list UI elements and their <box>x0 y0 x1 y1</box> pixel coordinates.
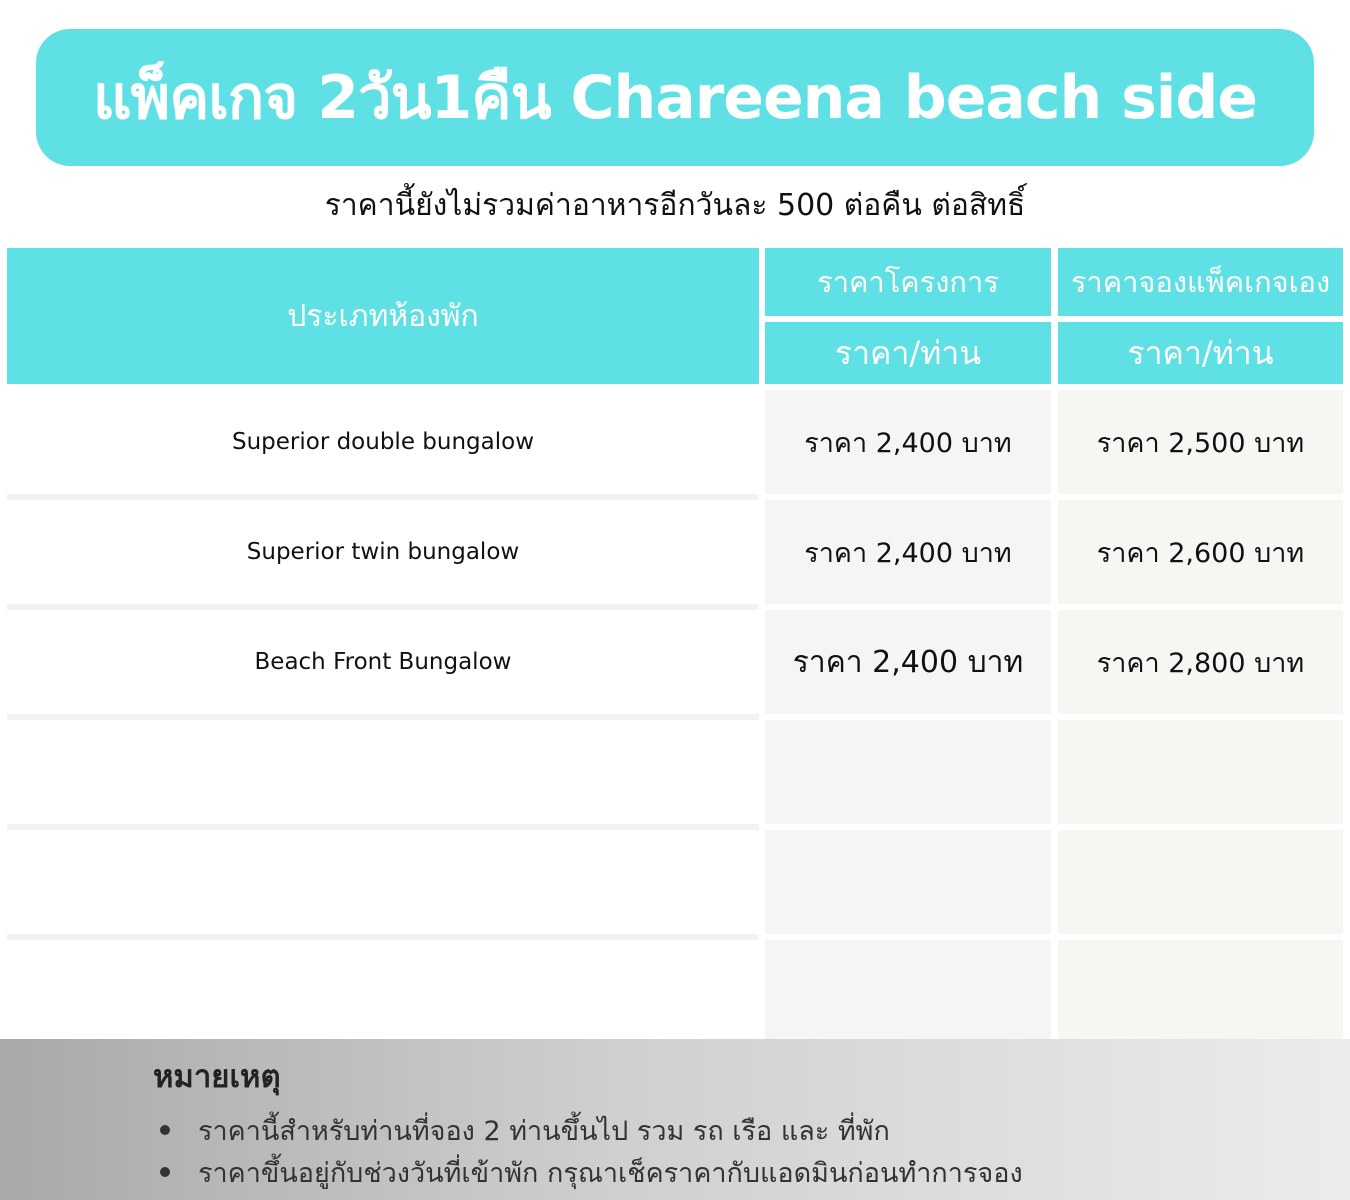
bullet-icon <box>160 1125 170 1135</box>
table-row-self-price: ราคา 2,500 บาท <box>1058 390 1343 494</box>
header-project-price: ราคาโครงการ <box>765 248 1051 316</box>
page-title: แพ็คเกจ 2วัน1คืน Chareena beach side <box>92 63 1257 133</box>
empty-row-project <box>765 940 1051 1039</box>
empty-row-room <box>7 720 759 824</box>
note-item <box>160 1151 1023 1194</box>
table-row-room: Beach Front Bungalow <box>7 610 759 714</box>
table-row-project-price: ราคา 2,400 บาท <box>765 390 1051 494</box>
note-text: ราคานี้สำหรับท่านที่จอง 2 ท่านขึ้นไป รวม รถ เรือ และ ที่พัก <box>198 1116 890 1147</box>
table-row-self-price: ราคา 2,800 บาท <box>1058 610 1343 714</box>
empty-row-room <box>7 940 759 1039</box>
header-project-unit: ราคา/ท่าน <box>765 322 1051 384</box>
empty-row-project <box>765 720 1051 824</box>
table-row-self-price: ราคา 2,600 บาท <box>1058 500 1343 604</box>
notes-title: หมายเหตุ <box>153 1059 281 1095</box>
header-self-unit: ราคา/ท่าน <box>1058 322 1343 384</box>
table-row-project-price: ราคา 2,400 บาท <box>765 610 1051 714</box>
header-room-type: ประเภทห้องพัก <box>7 248 759 384</box>
notes-panel <box>0 1039 1350 1200</box>
bullet-icon <box>160 1167 170 1177</box>
header-self-booking-price: ราคาจองแพ็คเกจเอง <box>1058 248 1343 316</box>
table-row-project-price: ราคา 2,400 บาท <box>765 500 1051 604</box>
empty-row-room <box>7 830 759 934</box>
empty-row-self <box>1058 830 1343 934</box>
title-banner <box>36 29 1314 166</box>
price-subtitle: ราคานี้ยังไม่รวมค่าอาหารอีกวันละ 500 ต่อคืน ต่อสิทธิ์ <box>324 188 1026 223</box>
empty-row-self <box>1058 940 1343 1039</box>
empty-row-project <box>765 830 1051 934</box>
table-row-room: Superior twin bungalow <box>7 500 759 604</box>
note-item <box>160 1109 890 1152</box>
note-text: ราคาขึ้นอยู่กับช่วงวันที่เข้าพัก กรุณาเช็คราคากับแอดมินก่อนทำการจอง <box>198 1158 1023 1189</box>
empty-row-self <box>1058 720 1343 824</box>
table-row-room: Superior double bungalow <box>7 390 759 494</box>
